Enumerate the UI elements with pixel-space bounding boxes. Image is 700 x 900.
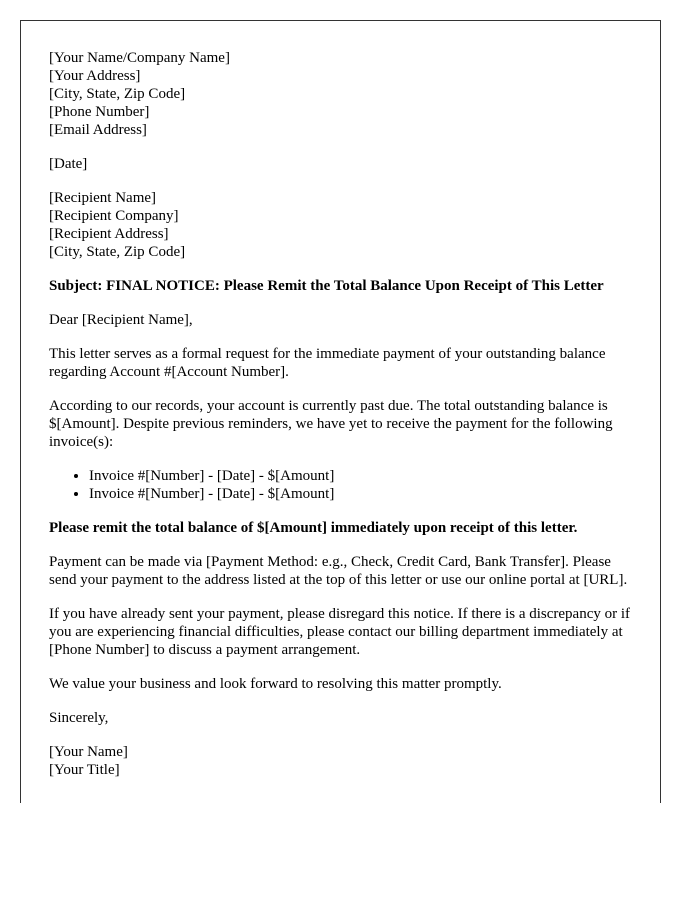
emphasis-notice: Please remit the total balance of $[Amount] immediately upon receipt of this letter. — [49, 520, 578, 536]
signature-name: [Your Name] — [49, 744, 128, 760]
sender-phone: [Phone Number] — [49, 104, 150, 120]
sender-address: [Your Address] — [49, 68, 141, 84]
paragraph-disregard: If you have already sent your payment, please disregard this notice. If there is a discrepancy or if you are experiencing financial difficulties, please contact our billing department immediately at [Phone Number] to discuss a payment arrangement. — [49, 606, 631, 658]
recipient-name: [Recipient Name] — [49, 190, 157, 206]
sender-block — [49, 49, 632, 139]
salutation: Dear [Recipient Name], — [49, 312, 193, 328]
paragraph-payment: Payment can be made via [Payment Method: e.g., Check, Credit Card, Bank Transfer]. Please send your payment to the address listed at the top of this letter or use our online portal at [URL]. — [49, 554, 628, 588]
letter-date: [Date] — [49, 156, 88, 172]
closing: Sincerely, — [49, 710, 109, 726]
signature-title: [Your Title] — [49, 762, 120, 778]
recipient-city: [City, State, Zip Code] — [49, 244, 186, 260]
sender-name: [Your Name/Company Name] — [49, 50, 230, 66]
sender-email: [Email Address] — [49, 122, 147, 138]
recipient-address: [Recipient Address] — [49, 226, 169, 242]
subject-line: Subject: FINAL NOTICE: Please Remit the Total Balance Upon Receipt of This Letter — [49, 278, 604, 294]
paragraph-intro: This letter serves as a formal request for the immediate payment of your outstanding balance regarding Account #[Account Number]. — [49, 346, 606, 380]
paragraph-balance: According to our records, your account is currently past due. The total outstanding balance is $[Amount]. Despite previous reminders, we have yet to receive the payment for the following invoice(s): — [49, 398, 613, 450]
invoice-item: • Invoice #[Number] - [Date] - $[Amount] — [89, 467, 632, 485]
sender-city: [City, State, Zip Code] — [49, 86, 186, 102]
recipient-company: [Recipient Company] — [49, 208, 179, 224]
letter-page — [20, 20, 661, 803]
recipient-block — [49, 189, 632, 261]
paragraph-closing: We value your business and look forward to resolving this matter promptly. — [49, 676, 502, 692]
signature-block — [49, 743, 632, 779]
invoice-item: • Invoice #[Number] - [Date] - $[Amount] — [89, 485, 632, 503]
invoice-list — [49, 467, 632, 503]
